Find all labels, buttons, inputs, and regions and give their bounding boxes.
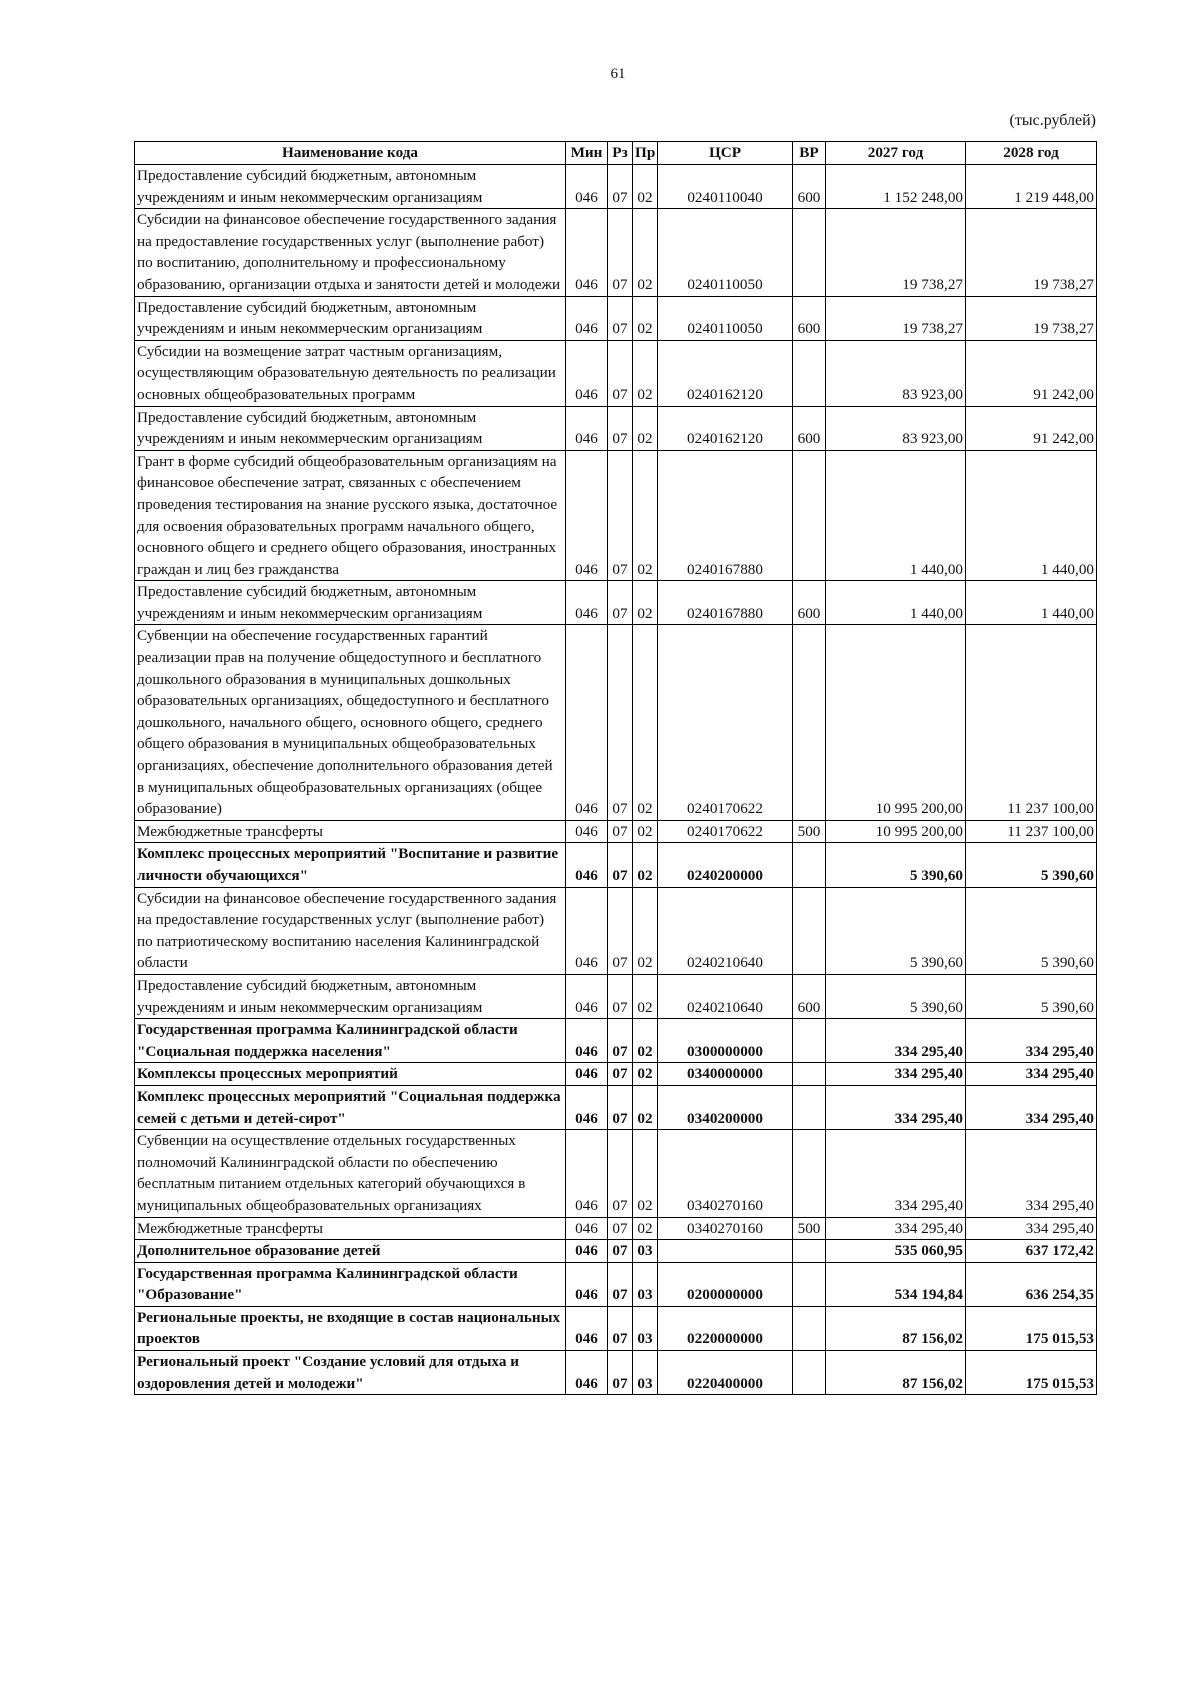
row-2027-cell: 19 738,27 [826,209,966,296]
row-2028-cell: 175 015,53 [966,1306,1097,1350]
row-pr-cell: 03 [633,1240,658,1263]
row-pr-cell: 02 [633,296,658,340]
row-name-cell: Комплексы процессных мероприятий [135,1063,566,1086]
table-row [135,581,1097,625]
row-csr-cell: 0220400000 [658,1351,793,1395]
header-vr: ВР [793,142,826,165]
row-pr-cell: 02 [633,625,658,820]
row-pr-cell: 02 [633,581,658,625]
row-2028-cell: 1 219 448,00 [966,165,1097,209]
row-name-cell: Субсидии на финансовое обеспечение государственного задания на предоставление государственных услуг (выполнение работ) по воспитанию, дополнительному и профессиональному образованию, организации отдыха и занятости детей и молодежи [135,209,566,296]
header-name: Наименование кода [135,142,566,165]
row-csr-cell: 0240110040 [658,165,793,209]
row-rz-cell: 07 [608,1306,633,1350]
row-2028-cell: 636 254,35 [966,1262,1097,1306]
row-2027-cell: 534 194,84 [826,1262,966,1306]
row-pr-cell: 02 [633,1063,658,1086]
row-vr-cell [793,209,826,296]
row-pr-cell: 02 [633,1085,658,1129]
row-2028-cell: 1 440,00 [966,581,1097,625]
row-min-cell: 046 [566,843,608,887]
row-vr-cell [793,1306,826,1350]
row-pr-cell: 02 [633,974,658,1018]
row-min-cell: 046 [566,974,608,1018]
row-2027-cell: 10 995 200,00 [826,820,966,843]
row-csr-cell: 0200000000 [658,1262,793,1306]
row-name-cell: Субвенции на осуществление отдельных государственных полномочий Калининградской области по обеспечению бесплатным питанием отдельных категорий обучающихся в муниципальных общеобразовательных организациях [135,1130,566,1217]
row-pr-cell: 02 [633,1019,658,1063]
row-name-cell: Предоставление субсидий бюджетным, автономным учреждениям и иным некоммерческим организациям [135,406,566,450]
row-min-cell: 046 [566,165,608,209]
table-row [135,340,1097,406]
row-name-cell: Межбюджетные трансферты [135,820,566,843]
row-vr-cell [793,1063,826,1086]
row-name-cell: Межбюджетные трансферты [135,1217,566,1240]
row-rz-cell: 07 [608,1130,633,1217]
table-body [135,165,1097,1395]
row-rz-cell: 07 [608,296,633,340]
row-rz-cell: 07 [608,843,633,887]
header-2028: 2028 год [966,142,1097,165]
table-row [135,1262,1097,1306]
row-csr-cell: 0240162120 [658,406,793,450]
row-2027-cell: 19 738,27 [826,296,966,340]
header-pr: Пр [633,142,658,165]
table-row [135,1240,1097,1263]
row-name-cell: Предоставление субсидий бюджетным, автономным учреждениям и иным некоммерческим организациям [135,974,566,1018]
row-2027-cell: 1 440,00 [826,581,966,625]
row-pr-cell: 02 [633,209,658,296]
row-name-cell: Дополнительное образование детей [135,1240,566,1263]
row-name-cell: Предоставление субсидий бюджетным, автономным учреждениям и иным некоммерческим организациям [135,296,566,340]
row-csr-cell: 0240200000 [658,843,793,887]
header-min: Мин [566,142,608,165]
row-min-cell: 046 [566,887,608,974]
row-min-cell: 046 [566,1306,608,1350]
row-2028-cell: 637 172,42 [966,1240,1097,1263]
row-vr-cell [793,1351,826,1395]
row-2027-cell: 83 923,00 [826,340,966,406]
table-row [135,1130,1097,1217]
row-vr-cell [793,843,826,887]
row-csr-cell: 0340270160 [658,1130,793,1217]
row-min-cell: 046 [566,296,608,340]
row-min-cell: 046 [566,1085,608,1129]
row-min-cell: 046 [566,581,608,625]
row-vr-cell [793,450,826,581]
row-vr-cell: 500 [793,1217,826,1240]
row-2028-cell: 19 738,27 [966,209,1097,296]
budget-table [134,141,1097,1395]
row-min-cell: 046 [566,1063,608,1086]
row-vr-cell [793,1130,826,1217]
row-rz-cell: 07 [608,1262,633,1306]
row-name-cell: Субвенции на обеспечение государственных гарантий реализации прав на получение общедоступного и бесплатного дошкольного образования в муниципальных дошкольных образовательных организациях, общедоступного и бесплатного дошкольного, начального общего, основного общего, среднего общего образования в муниципальных общеобразовательных организациях, обеспечение дополнительного образования детей в муниципальных общеобразовательных организациях (общее образование) [135,625,566,820]
row-pr-cell: 03 [633,1351,658,1395]
row-pr-cell: 02 [633,820,658,843]
row-pr-cell: 02 [633,887,658,974]
row-csr-cell: 0340270160 [658,1217,793,1240]
row-rz-cell: 07 [608,581,633,625]
row-name-cell: Государственная программа Калининградской области "Образование" [135,1262,566,1306]
table-row [135,209,1097,296]
row-rz-cell: 07 [608,1240,633,1263]
row-csr-cell: 0240210640 [658,887,793,974]
row-min-cell: 046 [566,450,608,581]
row-rz-cell: 07 [608,1085,633,1129]
row-rz-cell: 07 [608,450,633,581]
row-vr-cell [793,1262,826,1306]
row-2028-cell: 11 237 100,00 [966,625,1097,820]
row-rz-cell: 07 [608,406,633,450]
row-name-cell: Субсидии на возмещение затрат частным организациям, осуществляющим образовательную деятельность по реализации основных общеобразовательных программ [135,340,566,406]
row-min-cell: 046 [566,406,608,450]
row-2027-cell: 334 295,40 [826,1085,966,1129]
row-min-cell: 046 [566,1351,608,1395]
row-name-cell: Комплекс процессных мероприятий "Воспитание и развитие личности обучающихся" [135,843,566,887]
row-rz-cell: 07 [608,1217,633,1240]
row-name-cell: Грант в форме субсидий общеобразовательным организациям на финансовое обеспечение затрат, связанных с обеспечением проведения тестирования на знание русского языка, достаточное для освоения образовательных программ начального общего, основного общего и среднего общего образования, иностранных граждан и лиц без гражданства [135,450,566,581]
row-2028-cell: 19 738,27 [966,296,1097,340]
row-2027-cell: 87 156,02 [826,1351,966,1395]
row-csr-cell: 0240110050 [658,209,793,296]
row-2027-cell: 87 156,02 [826,1306,966,1350]
table-row [135,165,1097,209]
row-2028-cell: 334 295,40 [966,1130,1097,1217]
row-2027-cell: 1 440,00 [826,450,966,581]
row-min-cell: 046 [566,1217,608,1240]
row-rz-cell: 07 [608,625,633,820]
row-rz-cell: 07 [608,165,633,209]
row-2027-cell: 334 295,40 [826,1130,966,1217]
row-name-cell: Предоставление субсидий бюджетным, автономным учреждениям и иным некоммерческим организациям [135,165,566,209]
row-pr-cell: 02 [633,1217,658,1240]
row-2028-cell: 1 440,00 [966,450,1097,581]
row-2027-cell: 334 295,40 [826,1217,966,1240]
header-rz: Рз [608,142,633,165]
table-row [135,974,1097,1018]
row-csr-cell: 0220000000 [658,1306,793,1350]
row-vr-cell: 600 [793,974,826,1018]
row-pr-cell: 02 [633,340,658,406]
row-name-cell: Комплекс процессных мероприятий "Социальная поддержка семей с детьми и детей-сирот" [135,1085,566,1129]
row-name-cell: Субсидии на финансовое обеспечение государственного задания на предоставление государственных услуг (выполнение работ) по патриотическому воспитанию населения Калининградской области [135,887,566,974]
row-vr-cell [793,1240,826,1263]
row-rz-cell: 07 [608,1351,633,1395]
row-pr-cell: 03 [633,1306,658,1350]
row-2028-cell: 334 295,40 [966,1019,1097,1063]
row-pr-cell: 02 [633,450,658,581]
row-vr-cell: 600 [793,581,826,625]
row-2027-cell: 334 295,40 [826,1063,966,1086]
row-vr-cell [793,340,826,406]
table-row [135,1085,1097,1129]
row-2027-cell: 334 295,40 [826,1019,966,1063]
row-min-cell: 046 [566,625,608,820]
page-number: 61 [610,66,626,82]
row-rz-cell: 07 [608,209,633,296]
row-vr-cell [793,1019,826,1063]
table-row [135,843,1097,887]
row-2027-cell: 5 390,60 [826,887,966,974]
row-rz-cell: 07 [608,887,633,974]
row-min-cell: 046 [566,1262,608,1306]
header-csr: ЦСР [658,142,793,165]
row-2028-cell: 11 237 100,00 [966,820,1097,843]
row-2028-cell: 175 015,53 [966,1351,1097,1395]
row-2028-cell: 5 390,60 [966,843,1097,887]
row-vr-cell: 500 [793,820,826,843]
row-csr-cell: 0340200000 [658,1085,793,1129]
table-row [135,450,1097,581]
row-2028-cell: 334 295,40 [966,1063,1097,1086]
row-2027-cell: 5 390,60 [826,974,966,1018]
row-csr-cell: 0240162120 [658,340,793,406]
row-2028-cell: 334 295,40 [966,1085,1097,1129]
table-row [135,1217,1097,1240]
table-row [135,1019,1097,1063]
row-name-cell: Предоставление субсидий бюджетным, автономным учреждениям и иным некоммерческим организациям [135,581,566,625]
table-row [135,1063,1097,1086]
row-2027-cell: 1 152 248,00 [826,165,966,209]
row-csr-cell [658,1240,793,1263]
row-2028-cell: 5 390,60 [966,974,1097,1018]
table-row [135,296,1097,340]
row-name-cell: Региональный проект "Создание условий для отдыха и оздоровления детей и молодежи" [135,1351,566,1395]
row-pr-cell: 03 [633,1262,658,1306]
table-row [135,1306,1097,1350]
row-2027-cell: 83 923,00 [826,406,966,450]
table-row [135,820,1097,843]
row-vr-cell: 600 [793,296,826,340]
row-csr-cell: 0240110050 [658,296,793,340]
header-2027: 2027 год [826,142,966,165]
row-pr-cell: 02 [633,843,658,887]
table-row [135,406,1097,450]
row-2028-cell: 91 242,00 [966,340,1097,406]
row-vr-cell [793,887,826,974]
row-csr-cell: 0240170622 [658,820,793,843]
row-min-cell: 046 [566,1019,608,1063]
row-min-cell: 046 [566,340,608,406]
row-2028-cell: 5 390,60 [966,887,1097,974]
row-2027-cell: 535 060,95 [826,1240,966,1263]
row-csr-cell: 0240167880 [658,450,793,581]
row-rz-cell: 07 [608,340,633,406]
row-2027-cell: 10 995 200,00 [826,625,966,820]
row-2028-cell: 334 295,40 [966,1217,1097,1240]
units-label: (тыс.рублей) [1009,112,1096,129]
row-min-cell: 046 [566,209,608,296]
row-2028-cell: 91 242,00 [966,406,1097,450]
row-rz-cell: 07 [608,1019,633,1063]
row-pr-cell: 02 [633,1130,658,1217]
row-pr-cell: 02 [633,165,658,209]
row-min-cell: 046 [566,1130,608,1217]
row-pr-cell: 02 [633,406,658,450]
row-csr-cell: 0240170622 [658,625,793,820]
table-header-row [135,142,1097,165]
table-row [135,1351,1097,1395]
row-csr-cell: 0240210640 [658,974,793,1018]
row-min-cell: 046 [566,1240,608,1263]
row-rz-cell: 07 [608,974,633,1018]
row-name-cell: Региональные проекты, не входящие в состав национальных проектов [135,1306,566,1350]
table-row [135,887,1097,974]
row-csr-cell: 0340000000 [658,1063,793,1086]
row-rz-cell: 07 [608,820,633,843]
table-row [135,625,1097,820]
row-2027-cell: 5 390,60 [826,843,966,887]
row-min-cell: 046 [566,820,608,843]
row-vr-cell: 600 [793,406,826,450]
row-csr-cell: 0300000000 [658,1019,793,1063]
row-vr-cell [793,625,826,820]
row-vr-cell: 600 [793,165,826,209]
row-rz-cell: 07 [608,1063,633,1086]
row-csr-cell: 0240167880 [658,581,793,625]
row-vr-cell [793,1085,826,1129]
row-name-cell: Государственная программа Калининградской области "Социальная поддержка населения" [135,1019,566,1063]
